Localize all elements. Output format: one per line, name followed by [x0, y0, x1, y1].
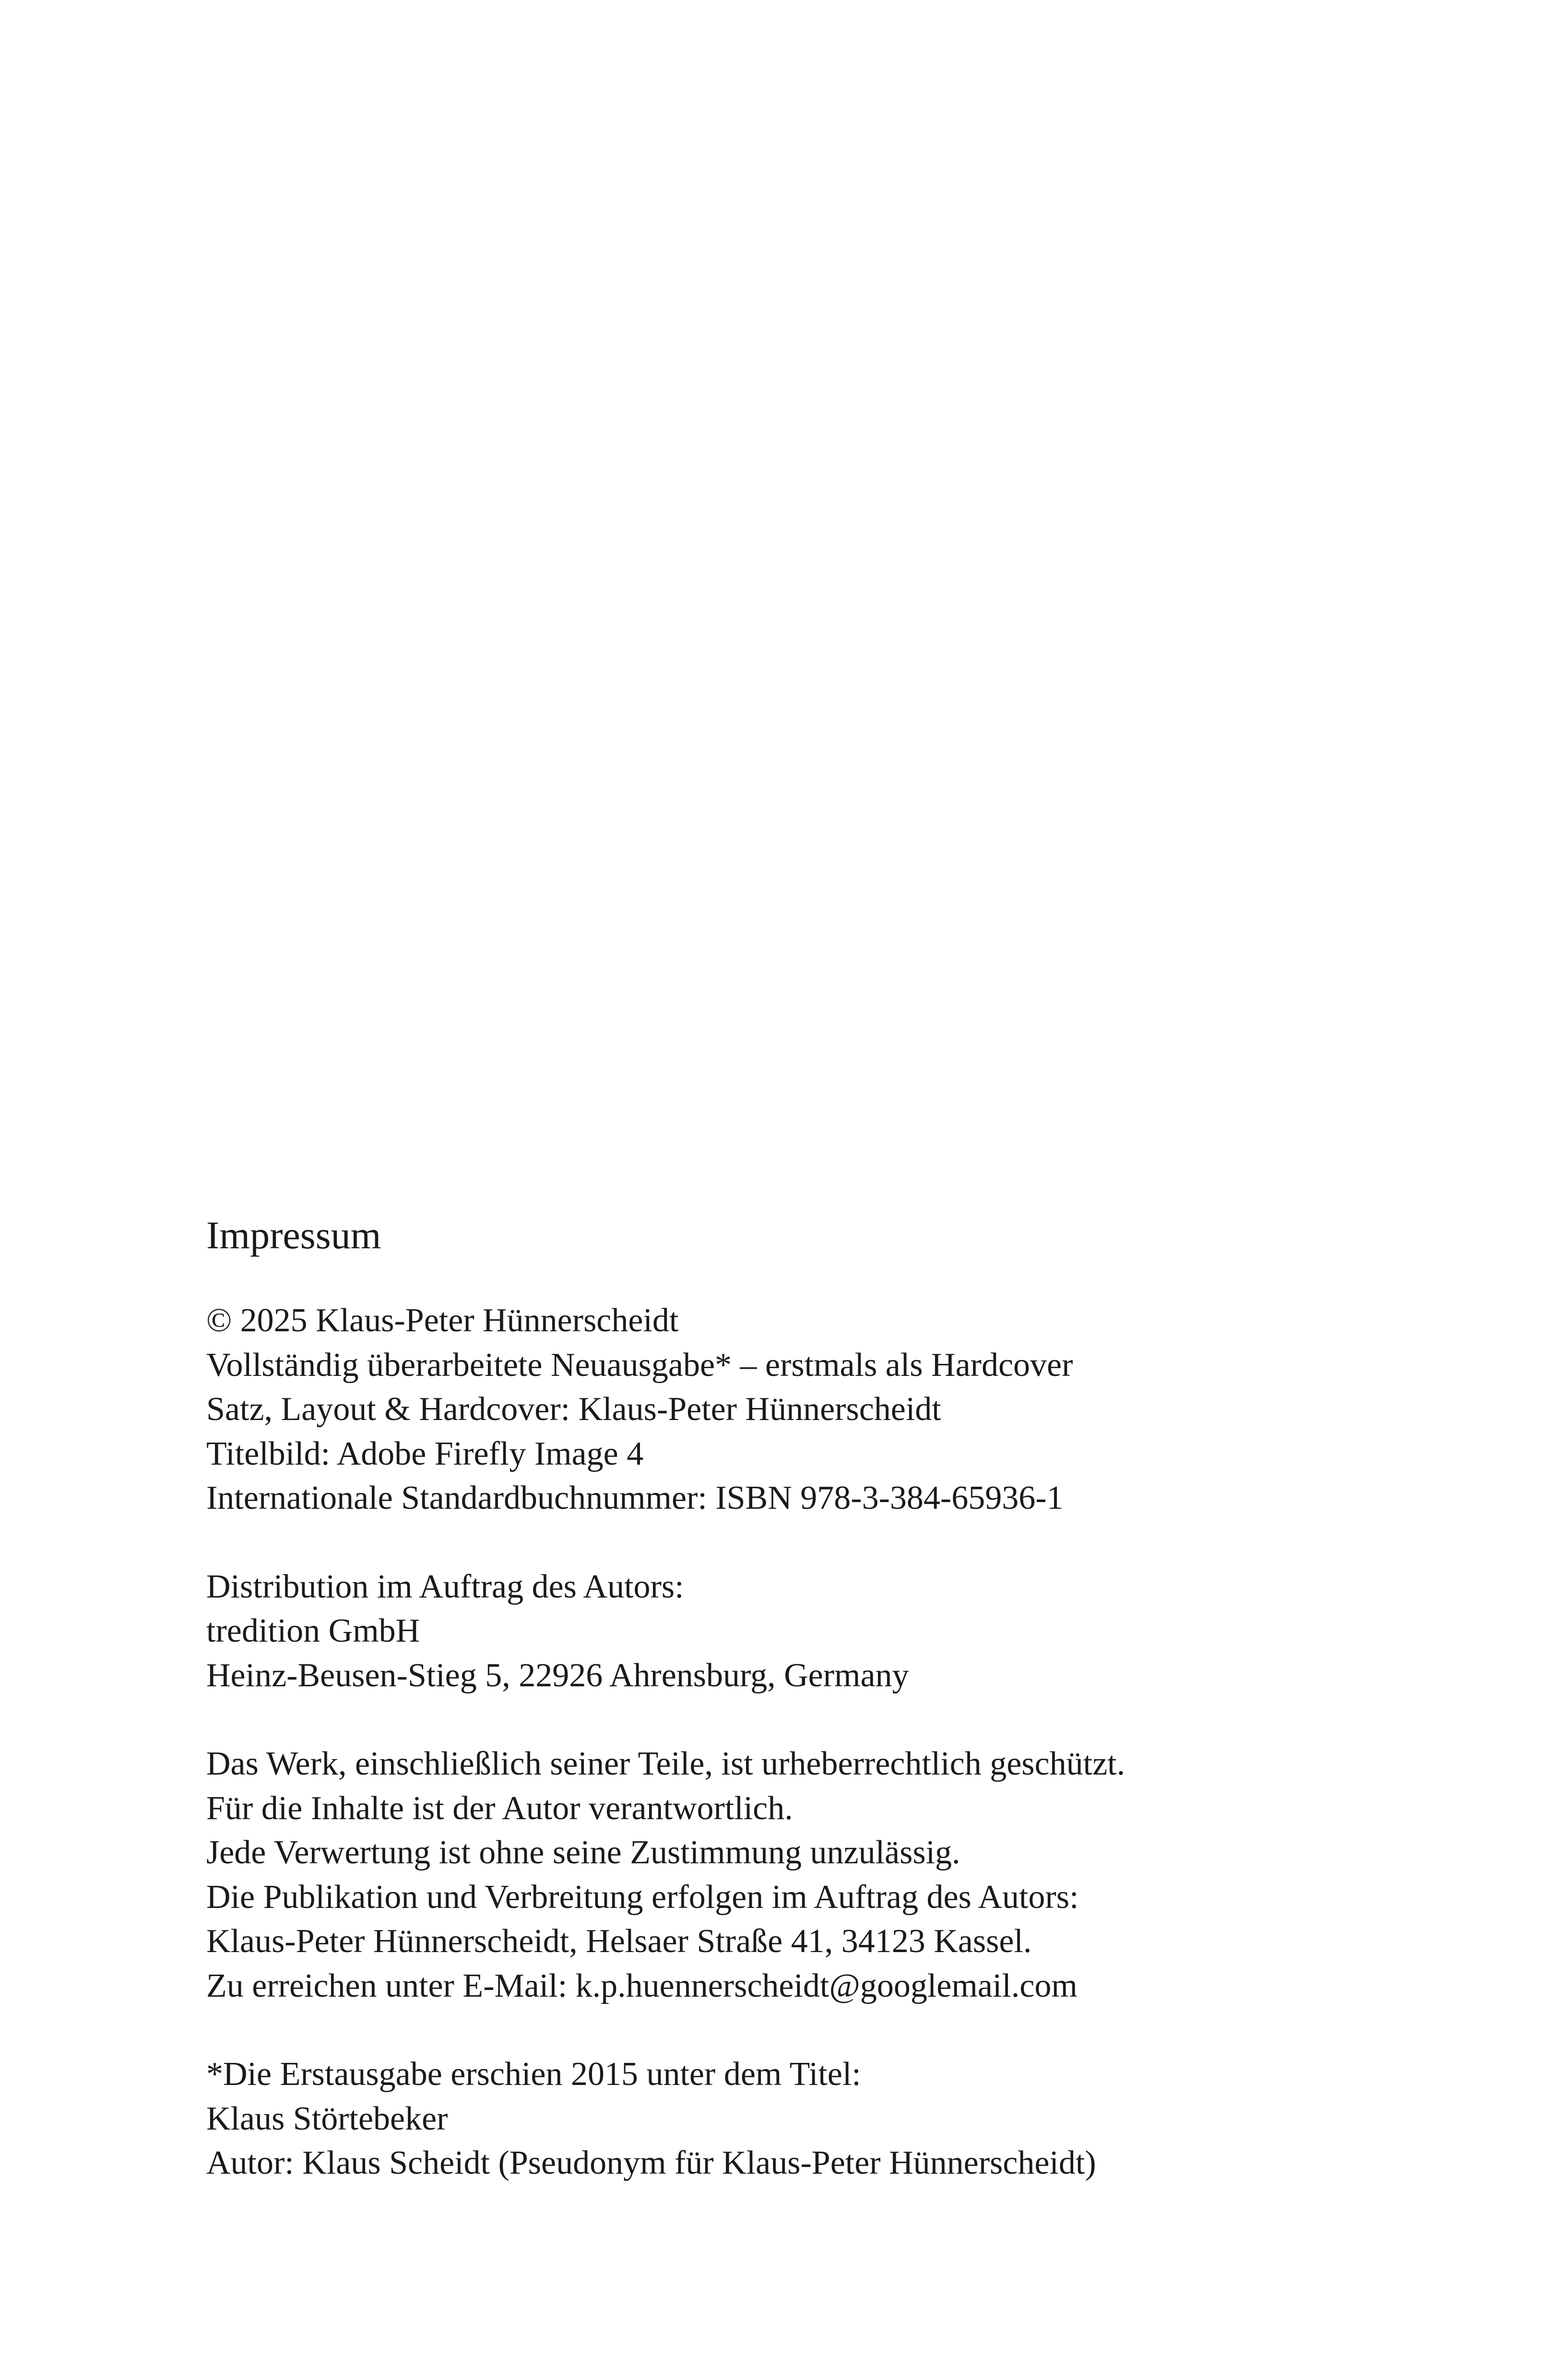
responsibility-line: Für die Inhalte ist der Autor verantwortlich.: [206, 1789, 793, 1827]
first-edition-author-line: Autor: Klaus Scheidt (Pseudonym für Klaus-Peter Hünnerscheidt): [206, 2144, 1096, 2181]
distributor-address-line: Heinz-Beusen-Stieg 5, 22926 Ahrensburg, Germany: [206, 1657, 909, 1694]
copyright-line: © 2025 Klaus-Peter Hünnerscheidt: [206, 1302, 679, 1339]
contact-email-line: Zu erreichen unter E-Mail: k.p.huennerscheidt@googlemail.com: [206, 1967, 1078, 2004]
layout-credit-line: Satz, Layout & Hardcover: Klaus-Peter Hünnerscheidt: [206, 1391, 941, 1428]
publication-line: Die Publikation und Verbreitung erfolgen im Auftrag des Autors:: [206, 1878, 1079, 1916]
distributor-name-line: tredition GmbH: [206, 1612, 420, 1649]
publication-info-block: [206, 1299, 1406, 1521]
legal-notice-block: [206, 1742, 1406, 2008]
impressum-section: [206, 1211, 1406, 2230]
edition-line: Vollständig überarbeitete Neuausgabe* – erstmals als Hardcover: [206, 1346, 1073, 1384]
isbn-line: Internationale Standardbuchnummer: ISBN 978-3-384-65936-1: [206, 1480, 1064, 1516]
page-title: Impressum: [206, 1213, 381, 1257]
author-address-line: Klaus-Peter Hünnerscheidt, Helsaer Straße 41, 34123 Kassel.: [206, 1923, 1032, 1960]
copyright-notice-line: Das Werk, einschließlich seiner Teile, ist urheberrechtlich geschützt.: [206, 1745, 1126, 1782]
first-edition-block: [206, 2052, 1406, 2186]
distribution-block: [206, 1565, 1406, 1698]
first-edition-note-line: *Die Erstausgabe erschien 2015 unter dem Titel:: [206, 2056, 861, 2093]
first-edition-title-line: Klaus Störtebeker: [206, 2100, 448, 2137]
usage-restriction-line: Jede Verwertung ist ohne seine Zustimmung unzulässig.: [206, 1834, 960, 1871]
cover-image-line: Titelbild: Adobe Firefly Image 4: [206, 1435, 644, 1472]
distribution-heading-line: Distribution im Auftrag des Autors:: [206, 1568, 684, 1605]
